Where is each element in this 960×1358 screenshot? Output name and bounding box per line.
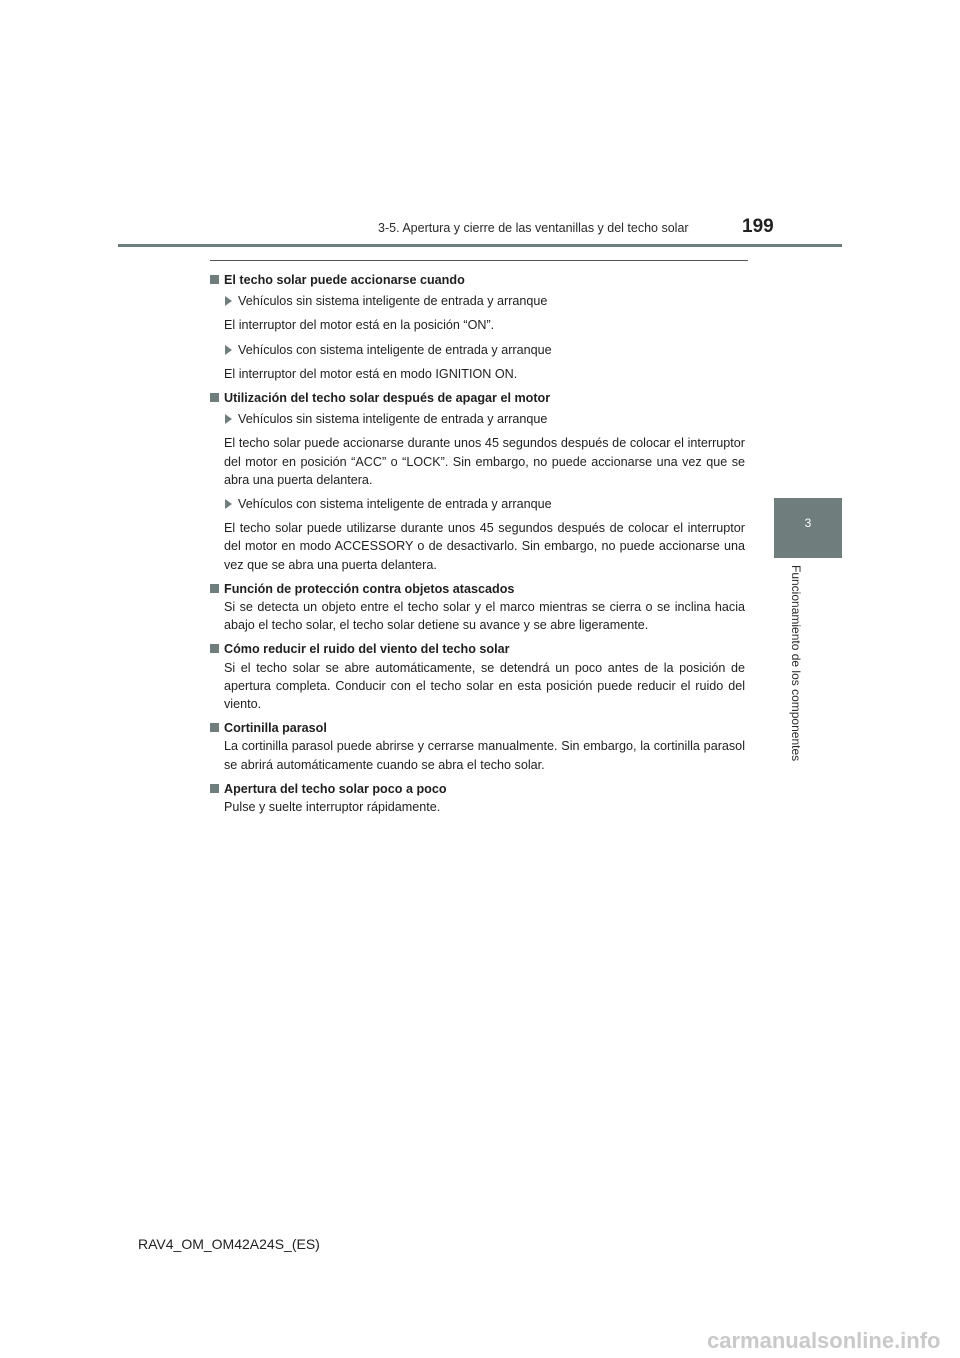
page-number: 199 bbox=[742, 216, 774, 237]
condition-item bbox=[210, 341, 745, 359]
chapter-tab bbox=[774, 498, 842, 558]
paragraph: El interruptor del motor está en modo IGNITION ON. bbox=[224, 366, 518, 381]
square-bullet-icon bbox=[210, 723, 219, 732]
condition-text: Vehículos con sistema inteligente de entrada y arranque bbox=[238, 497, 552, 512]
section-heading-text: Cortinilla parasol bbox=[224, 721, 327, 736]
section-heading-text: El techo solar puede accionarse cuando bbox=[224, 273, 465, 287]
square-bullet-icon bbox=[210, 584, 219, 593]
triangle-bullet-icon bbox=[225, 296, 232, 306]
condition-text: Vehículos sin sistema inteligente de entrada y arranque bbox=[238, 412, 548, 427]
watermark: carmanualsonline.info bbox=[707, 1328, 941, 1353]
condition-item bbox=[210, 292, 745, 310]
paragraph: Si se detecta un objeto entre el techo solar y el marco mientras se cierra o se inclina hacia abajo el techo solar, el techo solar detiene su avance y se abre ligeramente. bbox=[224, 600, 745, 633]
section-heading-text: Cómo reducir el ruido del viento del techo solar bbox=[224, 642, 510, 657]
chapter-tab-number: 3 bbox=[804, 516, 812, 530]
section-heading bbox=[210, 780, 745, 798]
section-rule bbox=[210, 260, 748, 261]
condition-item bbox=[210, 410, 745, 428]
square-bullet-icon bbox=[210, 275, 219, 284]
section-heading-text: Apertura del techo solar poco a poco bbox=[224, 781, 447, 796]
chapter-label: Funcionamiento de los componentes bbox=[789, 565, 803, 762]
header-title: 3-5. Apertura y cierre de las ventanillas y del techo solar bbox=[378, 221, 689, 235]
section-heading bbox=[210, 580, 745, 598]
triangle-bullet-icon bbox=[225, 499, 232, 509]
square-bullet-icon bbox=[210, 393, 219, 402]
triangle-bullet-icon bbox=[225, 345, 232, 355]
paragraph: El techo solar puede utilizarse durante unos 45 segundos después de colocar el interruptor del motor en modo ACCESSORY o de desactivarlo. Sin embargo, no puede accionarse una vez que se abra una puerta delantera. bbox=[224, 521, 745, 572]
paragraph: Si el techo solar se abre automáticamente, se detendrá un poco antes de la posición de apertura completa. Conducir con el techo solar en esta posición puede reducir el ruido del viento. bbox=[224, 660, 745, 712]
condition-item bbox=[210, 495, 745, 513]
paragraph: La cortinilla parasol puede abrirse y cerrarse manualmente. Sin embargo, la cortinilla parasol se abrirá automáticamente cuando se abra el techo solar. bbox=[224, 739, 745, 772]
section-heading-text: Utilización del techo solar después de apagar el motor bbox=[224, 391, 551, 406]
section-heading bbox=[210, 719, 745, 737]
content bbox=[210, 271, 745, 822]
condition-text: Vehículos sin sistema inteligente de entrada y arranque bbox=[238, 294, 548, 309]
header-rule bbox=[118, 244, 842, 247]
paragraph: El interruptor del motor está en la posición “ON”. bbox=[224, 318, 495, 333]
condition-text: Vehículos con sistema inteligente de entrada y arranque bbox=[238, 342, 552, 357]
paragraph: El techo solar puede accionarse durante unos 45 segundos después de colocar el interruptor del motor en posición “ACC” o “LOCK”. Sin embargo, no puede accionarse una vez que se abra una puerta delantera. bbox=[224, 436, 745, 487]
section-heading bbox=[210, 389, 745, 407]
paragraph: Pulse y suelte interruptor rápidamente. bbox=[224, 800, 441, 815]
footer-code: RAV4_OM_OM42A24S_(ES) bbox=[138, 1236, 320, 1252]
triangle-bullet-icon bbox=[225, 414, 232, 424]
section-heading bbox=[210, 640, 745, 658]
square-bullet-icon bbox=[210, 644, 219, 653]
square-bullet-icon bbox=[210, 784, 219, 793]
section-heading-text: Función de protección contra objetos atascados bbox=[224, 581, 515, 596]
section-heading bbox=[210, 271, 745, 289]
